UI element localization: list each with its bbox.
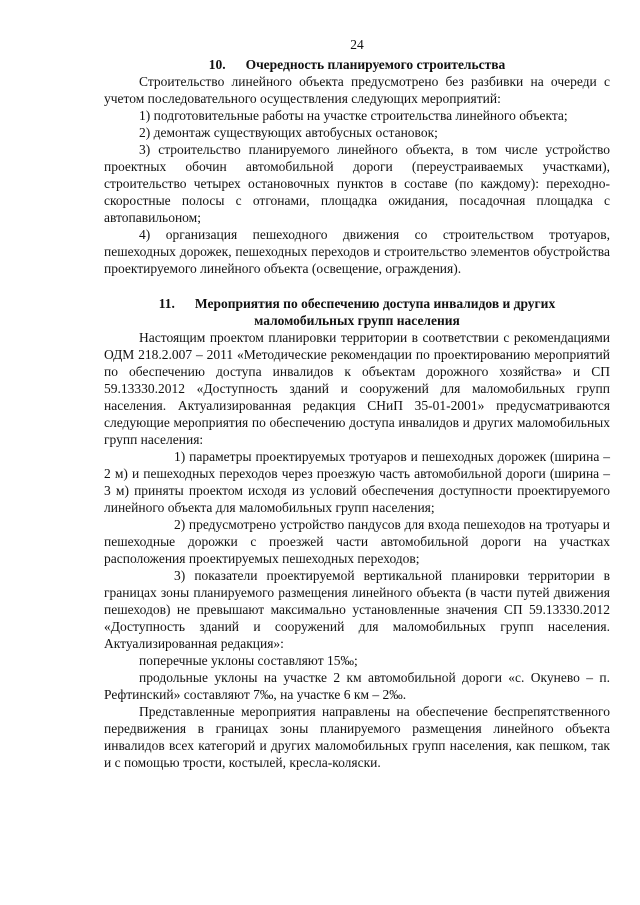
section-10-number: 10. (208, 57, 226, 72)
section-11-heading (104, 295, 610, 329)
section-10-paragraph: 3) строительство планируемого линейного объекта, в том числе устройство проектных обочин автомобильной дороги (переустраиваемых участками), строительство четырех остановочных пунктов в составе (по каждому): переходно-скоростные полосы с отгонами, площадка ожидания, посадочная площадка с автопавильоном; (104, 142, 610, 225)
slope-cross-paragraph: поперечные уклоны составляют 15‰; (139, 653, 358, 668)
list-item-number: 3) (174, 568, 186, 583)
document-page (104, 36, 610, 771)
section-11-number: 11. (158, 296, 175, 311)
list-item (104, 516, 610, 567)
list-item-text: показатели проектируемой вертикальной планировки территории в границах зоны планируемого размещения линейного объекта (в части путей движения пешеходов) не превышают максимально установленные значения СП 59.13330.2012 «Доступность зданий и сооружений для маломобильных групп населения. Актуализированная редакция»: (104, 568, 611, 651)
section-11-title-line2: маломобильных групп населения (254, 313, 460, 328)
section-11-title-line1: Мероприятия по обеспечению доступа инвалидов и других (194, 296, 556, 311)
list-item-number: 2) (174, 517, 186, 532)
slope-long-paragraph: продольные уклоны на участке 2 км автомобильной дороги «с. Окунево – п. Рефтинский» составляют 7‰, на участке 6 км – 2‰. (104, 670, 610, 702)
page-number: 24 (350, 37, 364, 52)
list-item (104, 567, 610, 652)
list-item (104, 448, 610, 516)
conclusion-paragraph: Представленные мероприятия направлены на обеспечение беспрепятственного передвижения в границах зоны планируемого размещения линейного объекта инвалидов всех категорий и других маломобильных групп населения, как пешком, так и с помощью трости, костылей, кресла-коляски. (104, 704, 610, 770)
section-10-title: Очередность планируемого строительства (245, 57, 506, 72)
list-item-text: предусмотрено устройство пандусов для входа пешеходов на тротуары и пешеходные дорожки с проезжей части автомобильной дороги на участках расположения проектируемых пешеходных переходов; (104, 517, 611, 566)
section-10-paragraph: 2) демонтаж существующих автобусных остановок; (139, 125, 438, 140)
section-10-paragraph: 4) организация пешеходного движения со строительством тротуаров, пешеходных дорожек, пешеходных переходов и строительство элементов обустройства проектируемого линейного объекта (освещение, ограждения). (104, 227, 610, 276)
list-item-number: 1) (174, 449, 186, 464)
section-10-paragraph: Строительство линейного объекта предусмотрено без разбивки на очереди с учетом последовательного осуществления следующих мероприятий: (104, 74, 610, 106)
section-10-paragraph: 1) подготовительные работы на участке строительства линейного объекта; (139, 108, 568, 123)
section-gap (104, 277, 610, 295)
list-item-text: параметры проектируемых тротуаров и пешеходных дорожек (ширина – 2 м) и пешеходных переходов через проезжую часть автомобильной дороги (ширина – 3 м) приняты проектом исходя из условий обеспечения доступности проектируемого линейного объекта для маломобильных групп населения; (104, 449, 610, 515)
section-11-intro: Настоящим проектом планировки территории в соответствии с рекомендациями ОДМ 218.2.007 – 2011 «Методические рекомендации по проектированию мероприятий по обеспечению доступа инвалидов к объектам дорожного хозяйства» и СП 59.13330.2012 «Доступность зданий и сооружений для маломобильных групп населения. Актуализированная редакция СНиП 35-01-2001» предусматриваются следующие мероприятия по обеспечению доступа инвалидов и других маломобильных групп населения: (104, 330, 610, 447)
section-10-heading (104, 56, 610, 73)
